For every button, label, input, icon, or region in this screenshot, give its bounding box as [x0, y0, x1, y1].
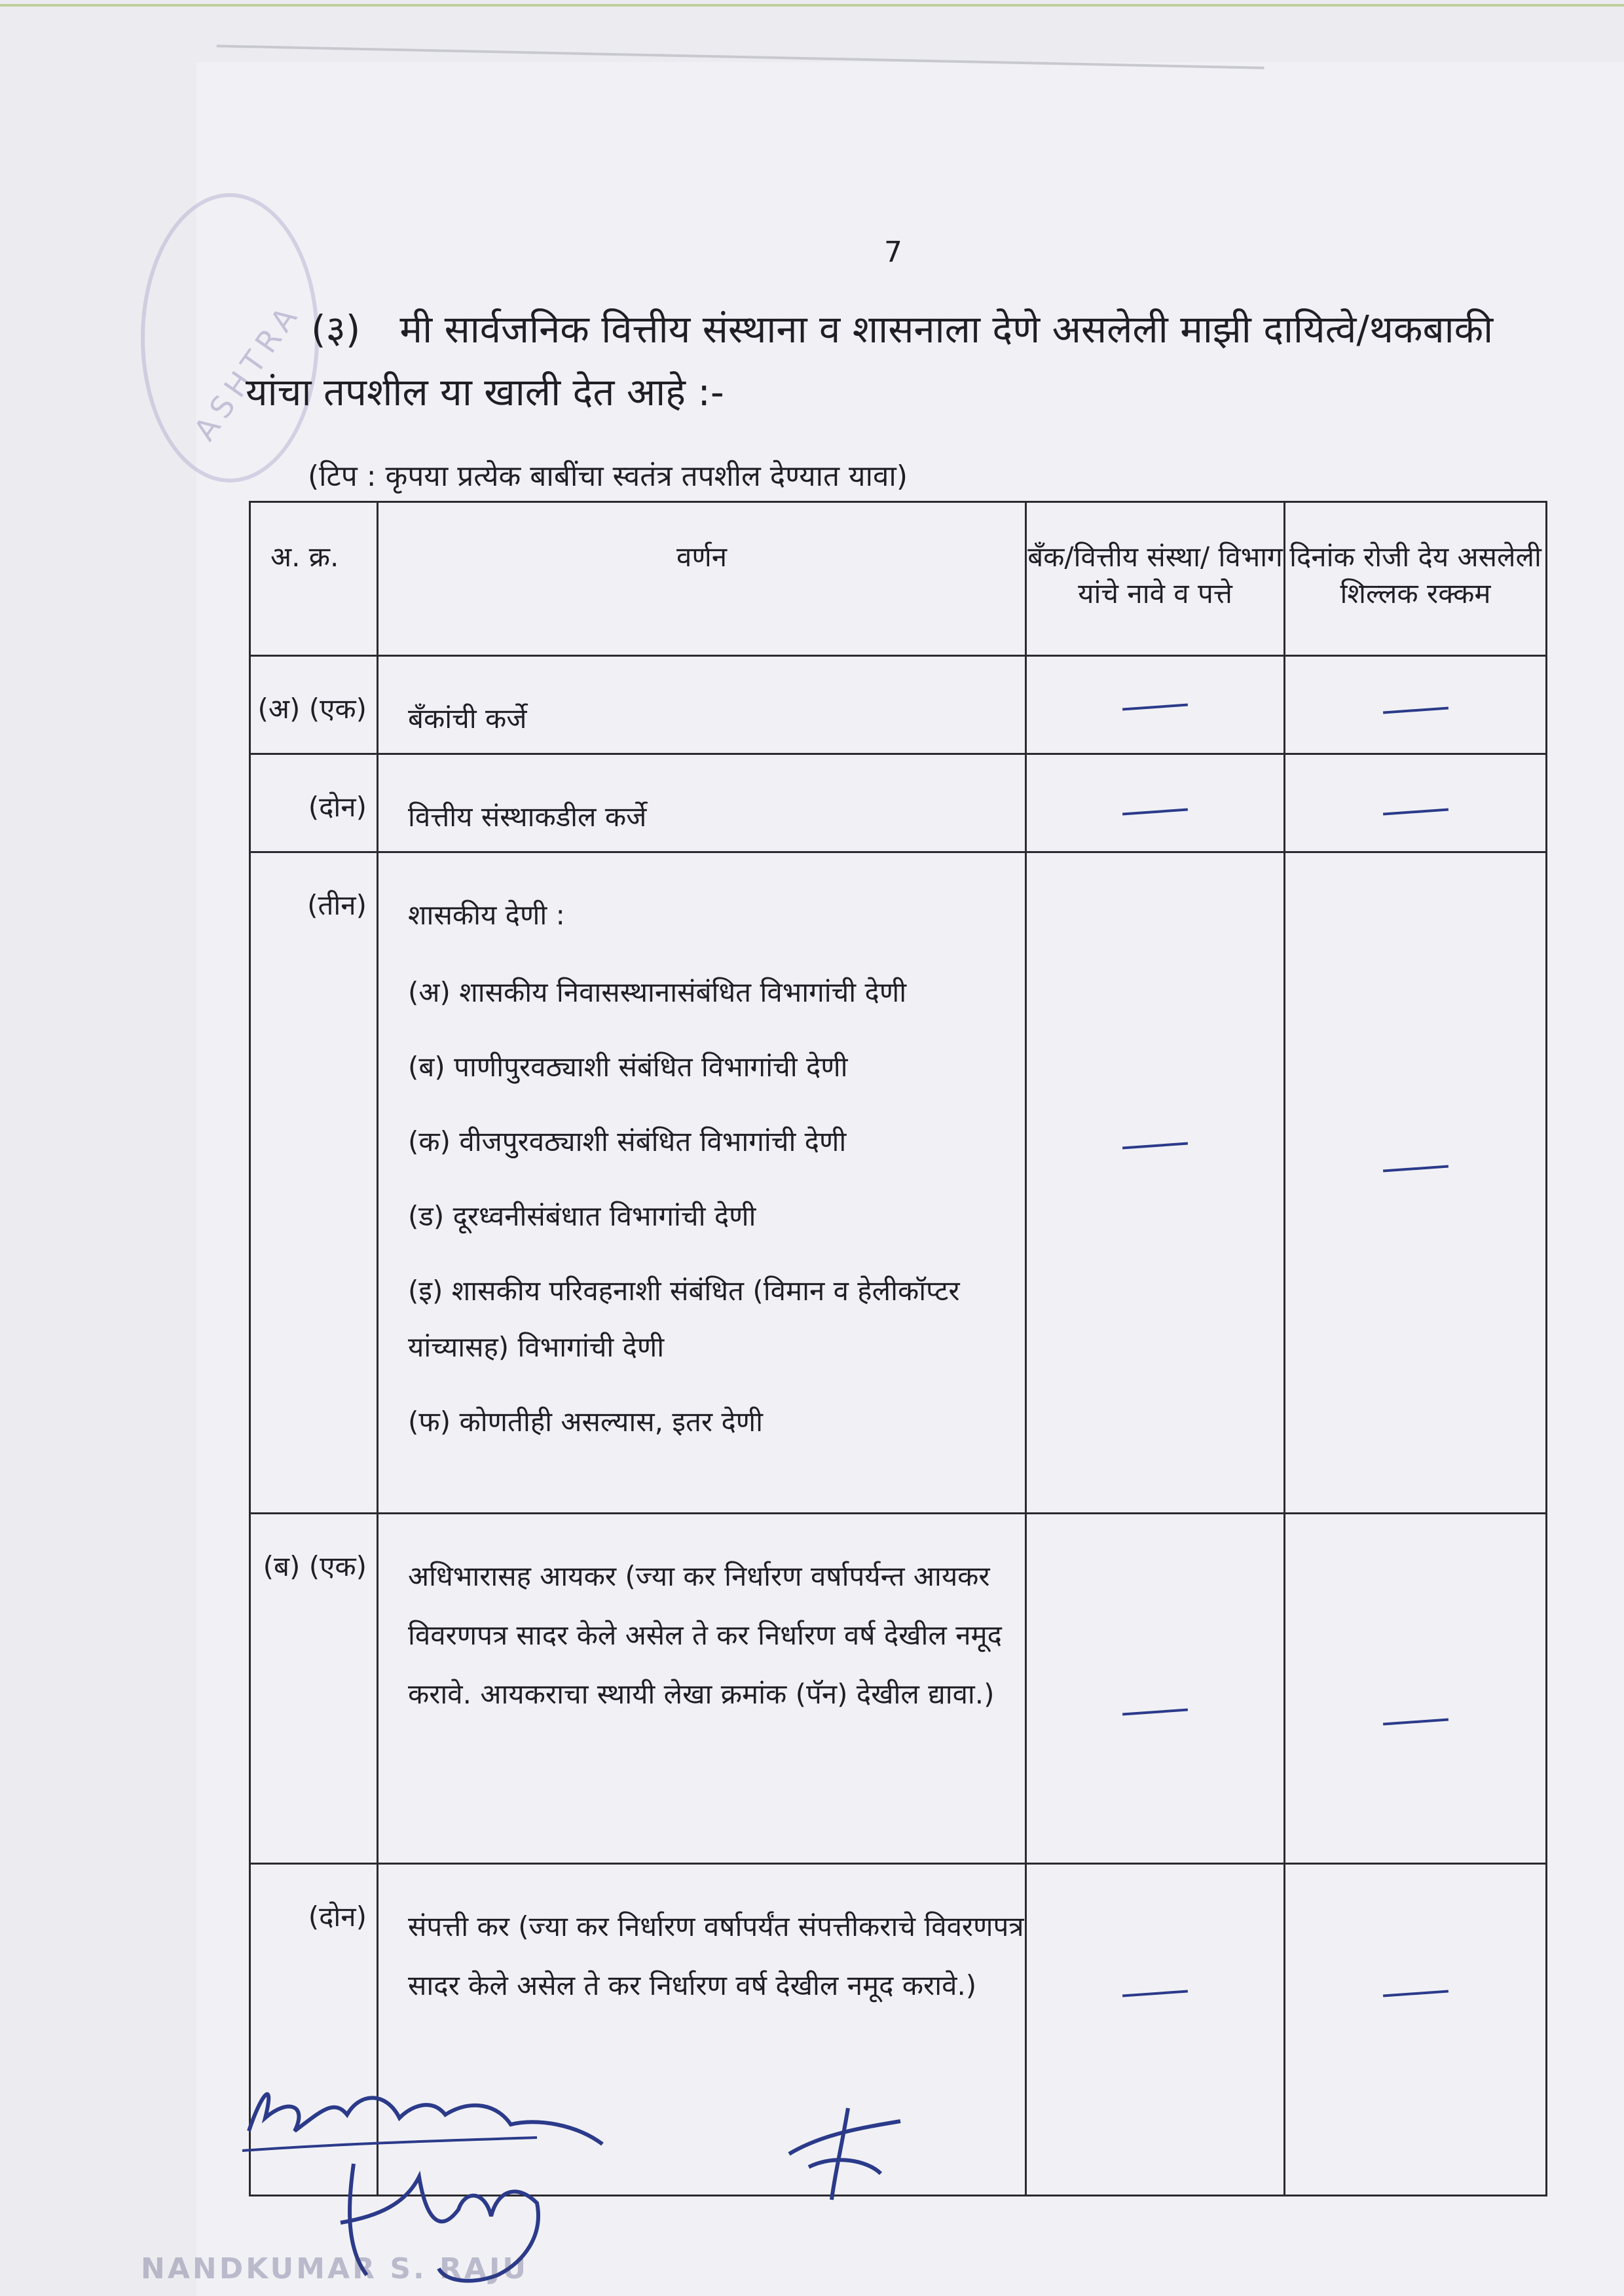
section-title: मी सार्वजनिक वित्तीय संस्थाना व शासनाला देणे असलेली माझी दायित्वे/थकबाकी यांचा तपशील या खाली देत आहे :- [246, 307, 1494, 414]
nil-dash [1122, 1142, 1188, 1150]
row-serial: (दोन) [250, 1864, 378, 2196]
liabilities-table [249, 501, 1547, 2196]
bank-cell [1026, 852, 1285, 1514]
bank-cell [1026, 656, 1285, 754]
balance-cell [1285, 1864, 1547, 2196]
signature-2 [769, 2095, 913, 2206]
header-bank: बँक/वित्तीय संस्था/ विभाग यांचे नावे व पत्ते [1026, 502, 1285, 656]
list-item: (क) वीजपुरवठ्याशी संबंधित विभागांची देणी [408, 1125, 847, 1157]
row-description-group [378, 852, 1026, 1514]
balance-cell [1285, 852, 1547, 1514]
row-serial: (अ) (एक) [250, 656, 378, 754]
page-top-line [0, 4, 1624, 7]
list-item: (इ) शासकीय परिवहनाशी संबंधित (विमान व हेलीकॉप्टर यांच्यासह) विभागांची देणी [408, 1275, 960, 1363]
table-row [250, 754, 1547, 852]
section-heading [246, 298, 1568, 424]
nil-dash [1122, 1709, 1188, 1716]
row-serial: (ब) (एक) [250, 1514, 378, 1864]
row-description: शासकीय देणी : [408, 899, 565, 931]
list-item: (ड) दूरध्वनीसंबंधात विभागांची देणी [408, 1200, 756, 1232]
bank-cell [1026, 1864, 1285, 2196]
nil-dash [1382, 1165, 1448, 1173]
bank-cell [1026, 1514, 1285, 1864]
nil-dash [1122, 704, 1188, 711]
row-serial: (दोन) [250, 754, 378, 852]
tip-note: (टिप : कृपया प्रत्येक बाबींचा स्वतंत्र तपशील देण्यात यावा) [308, 460, 908, 493]
header-balance: दिनांक रोजी देय असलेली शिल्लक रक्कम [1285, 502, 1547, 656]
nil-dash [1382, 1990, 1448, 1997]
list-item: (फ) कोणतीही असल्यास, इतर देणी [408, 1406, 763, 1438]
header-serial: अ. क्र. [250, 502, 378, 656]
section-number: (३) [311, 307, 361, 352]
table-header-row [250, 502, 1547, 656]
nil-dash [1382, 809, 1448, 816]
table-row [250, 852, 1547, 1514]
nil-dash [1122, 809, 1188, 816]
table-row [250, 1514, 1547, 1864]
list-item: (अ) शासकीय निवासस्थानासंबंधित विभागांची देणी [408, 976, 907, 1008]
government-dues-list [408, 964, 1025, 1450]
nil-dash [1382, 1719, 1448, 1726]
balance-cell [1285, 656, 1547, 754]
row-description: अधिभारासह आयकर (ज्या कर निर्धारण वर्षापर्यन्त आयकर विवरणपत्र सादर केले असेल ते कर निर्धारण वर्ष देखील नमूद करावे. आयकराचा स्थायी लेखा क्रमांक (पॅन) देखील द्यावा.) [378, 1514, 1026, 1864]
nil-dash [1122, 1990, 1188, 1997]
row-serial: (तीन) [250, 852, 378, 1514]
balance-cell [1285, 754, 1547, 852]
balance-cell [1285, 1514, 1547, 1864]
name-stamp: NANDKUMAR S. RAJU [141, 2252, 529, 2286]
stamp-text: ASHTRA [187, 295, 308, 447]
list-item: (ब) पाणीपुरवठ्याशी संबंधित विभागांची देणी [408, 1051, 848, 1083]
bank-cell [1026, 754, 1285, 852]
table-row [250, 656, 1547, 754]
row-description: वित्तीय संस्थाकडील कर्जे [378, 754, 1026, 852]
header-description: वर्णन [378, 502, 1026, 656]
nil-dash [1382, 707, 1448, 714]
page-number: 7 [884, 236, 902, 269]
row-description: बँकांची कर्जे [378, 656, 1026, 754]
row-description: संपत्ती कर (ज्या कर निर्धारण वर्षापर्यंत संपत्तीकराचे विवरणपत्र सादर केले असेल ते कर निर्धारण वर्ष देखील नमूद करावे.) [378, 1864, 1026, 2196]
